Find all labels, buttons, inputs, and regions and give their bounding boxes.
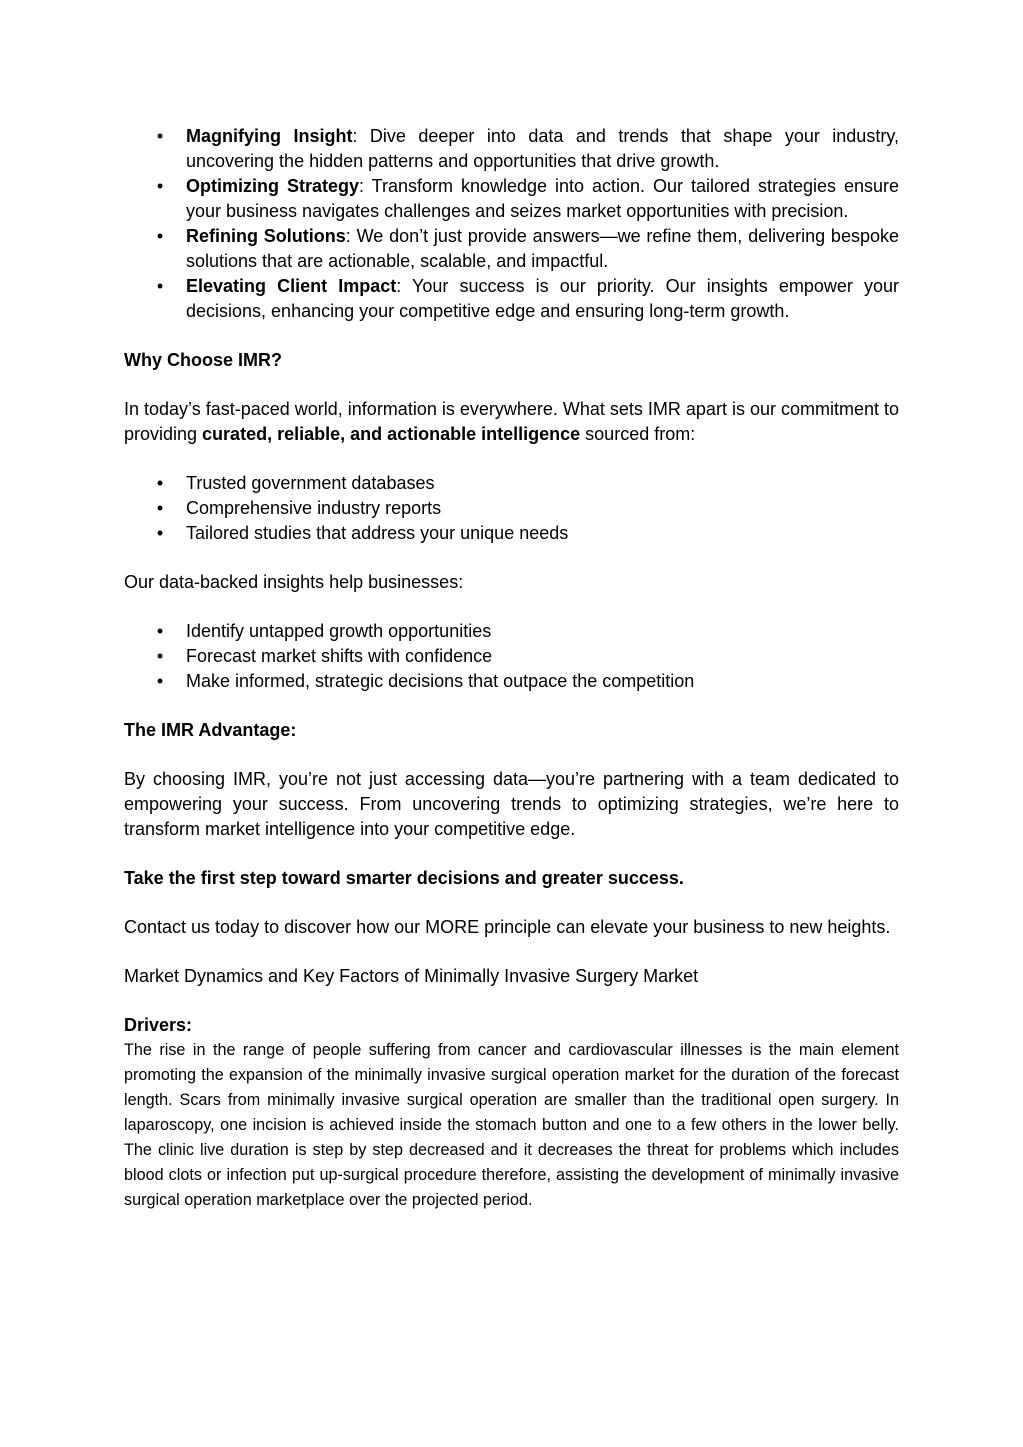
document-body	[124, 124, 899, 1213]
list-item	[124, 124, 899, 174]
market-title: Market Dynamics and Key Factors of Minimally Invasive Surgery Market	[124, 966, 699, 986]
list-item: • Tailored studies that address your unique needs	[124, 521, 899, 546]
advantage-heading: The IMR Advantage:	[124, 720, 297, 740]
bullet-icon: •	[156, 126, 164, 146]
advantage-paragraph: By choosing IMR, you’re not just accessing data—you’re partnering with a team dedicated to empowering your success. From uncovering trends to optimizing strategies, we’re here to transform market intelligence into your competitive edge.	[124, 769, 899, 839]
list-item-text: : We don’t just provide answers—we refine them, delivering bespoke solutions that are actionable, scalable, and impactful.	[186, 226, 899, 271]
bullet-icon: •	[156, 473, 164, 493]
list-item-text: : Transform knowledge into action. Our tailored strategies ensure your business navigates challenges and seizes market opportunities with precision.	[186, 176, 899, 221]
list-item: • Forecast market shifts with confidence	[124, 644, 899, 669]
bullet-icon: •	[156, 523, 164, 543]
bullet-icon: •	[156, 498, 164, 518]
list-item-text: : Dive deeper into data and trends that shape your industry, uncovering the hidden patterns and opportunities that drive growth.	[186, 126, 899, 171]
contact-paragraph: Contact us today to discover how our MORE principle can elevate your business to new heights.	[124, 917, 891, 937]
cta-heading: Take the first step toward smarter decisions and greater success.	[124, 868, 684, 888]
list-item	[124, 274, 899, 324]
why-heading: Why Choose IMR?	[124, 350, 282, 370]
list-item-term: Optimizing Strategy	[186, 176, 359, 196]
bullet-icon: •	[156, 646, 164, 666]
list-item: • Comprehensive industry reports	[124, 496, 899, 521]
drivers-paragraph: The rise in the range of people suffering from cancer and cardiovascular illnesses is the main element promoting the expansion of the minimally invasive surgical operation market for the duration of the forecast length. Scars from minimally invasive surgical operation are smaller than the traditional open surgery. In laparoscopy, one incision is achieved inside the stomach button and one to a few others in the lower belly. The clinic live duration is step by step decreased and it decreases the threat for problems which includes blood clots or infection put up-surgical procedure therefore, assisting the development of minimally invasive surgical operation marketplace over the projected period.	[124, 1041, 899, 1209]
list-item: • Trusted government databases	[124, 471, 899, 496]
why-paragraph: In today’s fast-paced world, information is everywhere. What sets IMR apart is our commitment to providing curated, reliable, and actionable intelligence sourced from:	[124, 399, 899, 444]
list-item-term: Magnifying Insight	[186, 126, 353, 146]
list-item	[124, 224, 899, 274]
list-item-term: Elevating Client Impact	[186, 276, 397, 296]
bullet-icon: •	[156, 621, 164, 641]
list-item: • Make informed, strategic decisions that outpace the competition	[124, 669, 899, 694]
bullet-icon: •	[156, 276, 164, 296]
drivers-heading: Drivers:	[124, 1015, 193, 1035]
bullet-icon: •	[156, 671, 164, 691]
bullet-icon: •	[156, 226, 164, 246]
list-item: • Identify untapped growth opportunities	[124, 619, 899, 644]
sources-list	[124, 471, 899, 546]
insights-intro: Our data-backed insights help businesses:	[124, 572, 464, 592]
list-item-term: Refining Solutions	[186, 226, 346, 246]
list-item	[124, 174, 899, 224]
bullet-icon: •	[156, 176, 164, 196]
list-item-text: : Your success is our priority. Our insights empower your decisions, enhancing your competitive edge and ensuring long-term growth.	[186, 276, 899, 321]
insights-list	[124, 619, 899, 694]
more-principles-list	[124, 124, 899, 324]
